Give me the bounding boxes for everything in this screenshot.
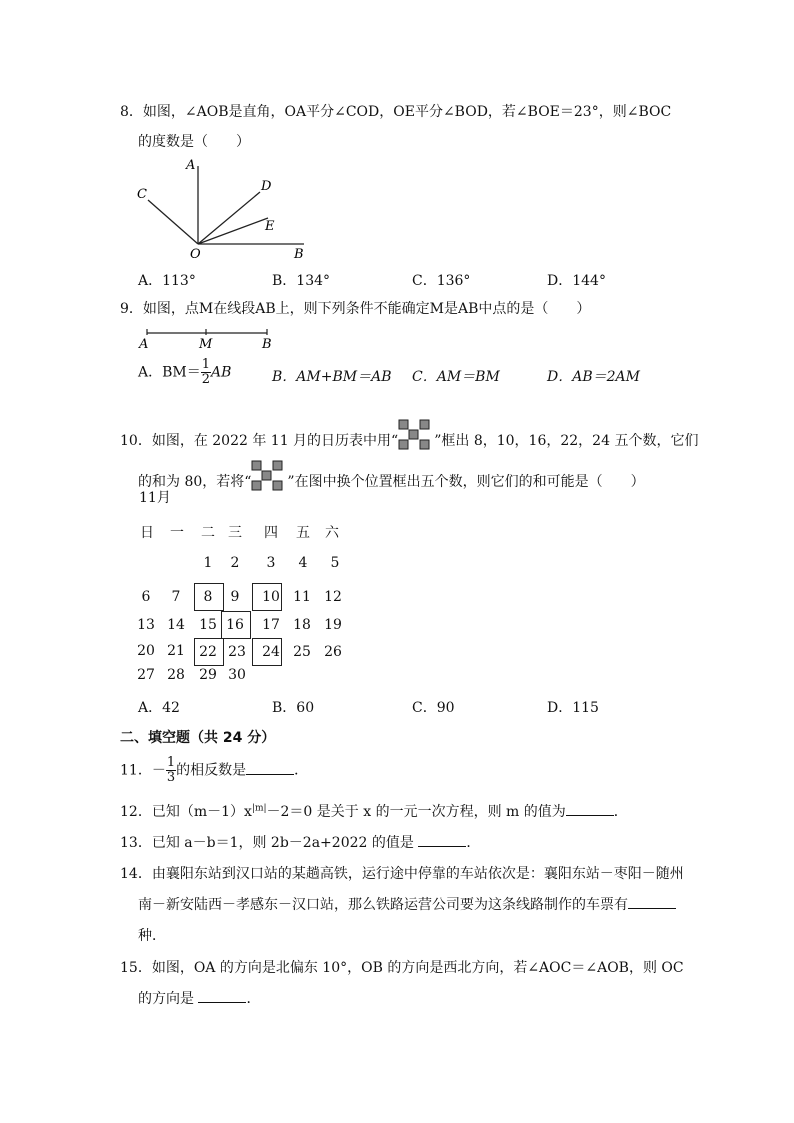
q8-line1: 8．如图，∠AOB是直角，OA平分∠COD，OE平分∠BOD，若∠BOE＝23°，则∠BOC — [120, 104, 672, 120]
weekday-thu: 四 — [264, 525, 278, 541]
q11-fraction: $\frac{1}{3}$ — [166, 755, 176, 785]
selection-box — [194, 638, 224, 666]
calendar-day: 8 — [203, 589, 213, 605]
calendar-day: 1 — [203, 555, 213, 571]
calendar-day: 27 — [137, 667, 155, 683]
q8-angle-figure — [130, 152, 320, 264]
calendar-day: 25 — [293, 644, 311, 660]
q9-fraction: $\frac{1}{2}$ — [201, 357, 211, 387]
calendar-day: 23 — [228, 644, 246, 660]
q10-line2-a: 的和为 80，若将“ — [138, 474, 252, 490]
calendar-day: 2 — [230, 555, 240, 571]
q9-opt-a-suffix: AB — [211, 364, 232, 381]
q8-option-a[interactable]: A．113° — [138, 273, 196, 289]
selection-box — [252, 638, 282, 666]
calendar-day: 15 — [199, 617, 217, 633]
calendar-day: 6 — [141, 589, 151, 605]
q14-answer-blank[interactable] — [628, 894, 676, 909]
calendar-day: 3 — [266, 555, 276, 571]
calendar-day: 20 — [137, 643, 155, 659]
weekday-tue: 二 — [201, 525, 215, 541]
q12-exponent: |m| — [251, 803, 267, 814]
q11-end: ． — [294, 762, 309, 779]
calendar-day: 28 — [167, 667, 185, 683]
label-D: D — [261, 179, 272, 194]
q11-answer-blank[interactable] — [246, 760, 294, 775]
q14-line1: 14．由襄阳东站到汉口站的某趟高铁，运行途中停靠的车站依次是：襄阳东站－枣阳－随州 — [120, 866, 684, 882]
q8-option-c[interactable]: C．136° — [412, 273, 471, 289]
q8-option-b[interactable]: B．134° — [272, 273, 331, 289]
calendar-day: 10 — [262, 589, 280, 605]
q8-line2: 的度数是（ ） — [138, 134, 250, 150]
calendar-day: 21 — [167, 643, 185, 659]
calendar-day: 24 — [262, 644, 280, 660]
calendar-day: 5 — [330, 555, 340, 571]
calendar-day: 16 — [226, 617, 244, 633]
q11-prefix: 11．－ — [120, 762, 166, 779]
q12-end: ． — [613, 804, 628, 820]
calendar-day: 30 — [228, 667, 246, 683]
q10-line2 — [138, 460, 645, 493]
selection-box — [221, 611, 251, 639]
q12-post: －2＝0 是关于 x 的一元一次方程，则 m 的值为 — [266, 804, 566, 820]
calendar-day: 13 — [137, 617, 155, 633]
q12-pre: 12．已知（m－1）x — [120, 804, 252, 820]
q10-line1 — [120, 419, 698, 452]
weekday-fri: 五 — [296, 525, 310, 541]
q13-end: ． — [466, 835, 481, 851]
weekday-sun: 日 — [140, 525, 154, 541]
cross-pattern-icon — [398, 419, 434, 451]
selection-box — [252, 583, 282, 611]
seg-label-B: B — [262, 337, 272, 351]
q10-option-d[interactable]: D．115 — [547, 700, 599, 716]
q9-segment-figure — [136, 327, 286, 351]
section-heading: 二、填空题（共 24 分） — [120, 730, 276, 746]
q14-line2: 南－新安陆西－孝感东－汉口站，那么铁路运营公司要为这条线路制作的车票有 — [138, 894, 676, 914]
q9-option-a[interactable] — [138, 358, 231, 387]
q11 — [120, 756, 308, 785]
q9-option-c[interactable]: C．AM＝BM — [412, 369, 500, 385]
q10-option-c[interactable]: C．90 — [412, 700, 455, 716]
q10-line1-a: 10．如图，在 2022 年 11 月的日历表中用“ — [120, 433, 399, 449]
q12 — [120, 801, 628, 821]
calendar-day: 29 — [199, 667, 217, 683]
seg-label-A: A — [139, 337, 149, 351]
q10-option-a[interactable]: A．42 — [138, 700, 180, 716]
calendar-day: 4 — [298, 555, 308, 571]
q15-line1: 15．如图，OA 的方向是北偏东 10°，OB 的方向是西北方向，若∠AOC＝∠AOB，则 OC — [120, 960, 684, 976]
q14-line3: 种． — [138, 928, 166, 944]
q8-option-d[interactable]: D．144° — [547, 273, 606, 289]
calendar-day: 22 — [199, 644, 217, 660]
calendar-day: 11 — [293, 589, 311, 605]
cross-pattern-icon — [251, 460, 287, 492]
calendar-day: 12 — [324, 589, 342, 605]
label-O: O — [190, 247, 201, 262]
q9-option-b[interactable]: B．AM+BM＝AB — [272, 369, 392, 385]
q10-line2-b: ”在图中换个位置框出五个数，则它们的和可能是（ ） — [287, 474, 645, 490]
q13-answer-blank[interactable] — [418, 832, 466, 847]
calendar-day: 19 — [324, 617, 342, 633]
weekday-mon: 一 — [170, 525, 184, 541]
seg-label-M: M — [199, 337, 213, 351]
calendar-day: 17 — [262, 617, 280, 633]
q9-option-d[interactable]: D．AB＝2AM — [547, 369, 640, 385]
q11-suffix: 的相反数是 — [176, 762, 247, 779]
q9-opt-a-prefix: A．BM＝ — [138, 364, 201, 381]
calendar-day: 18 — [293, 617, 311, 633]
weekday-sat: 六 — [325, 525, 339, 541]
calendar-day: 9 — [230, 589, 240, 605]
q15-line2: 的方向是 ． — [138, 988, 260, 1008]
label-E: E — [265, 219, 275, 234]
weekday-wed: 三 — [228, 525, 242, 541]
q15-answer-blank[interactable] — [198, 988, 246, 1003]
selection-box — [194, 583, 224, 611]
calendar-day: 26 — [324, 644, 342, 660]
q9-line1: 9．如图，点M在线段AB上，则下列条件不能确定M是AB中点的是（ ） — [120, 301, 591, 317]
label-C: C — [137, 187, 147, 202]
label-A: A — [186, 158, 196, 173]
q13 — [120, 832, 480, 852]
calendar-month: 11月 — [139, 490, 171, 506]
q10-line1-b: ”框出 8，10，16，22，24 五个数，它们 — [434, 433, 699, 449]
label-B: B — [294, 247, 304, 262]
q12-answer-blank[interactable] — [566, 801, 614, 816]
q10-option-b[interactable]: B．60 — [272, 700, 315, 716]
calendar-day: 7 — [171, 589, 181, 605]
calendar-day: 14 — [167, 617, 185, 633]
q13-text: 13．已知 a－b＝1，则 2b－2a+2022 的值是 — [120, 835, 419, 851]
